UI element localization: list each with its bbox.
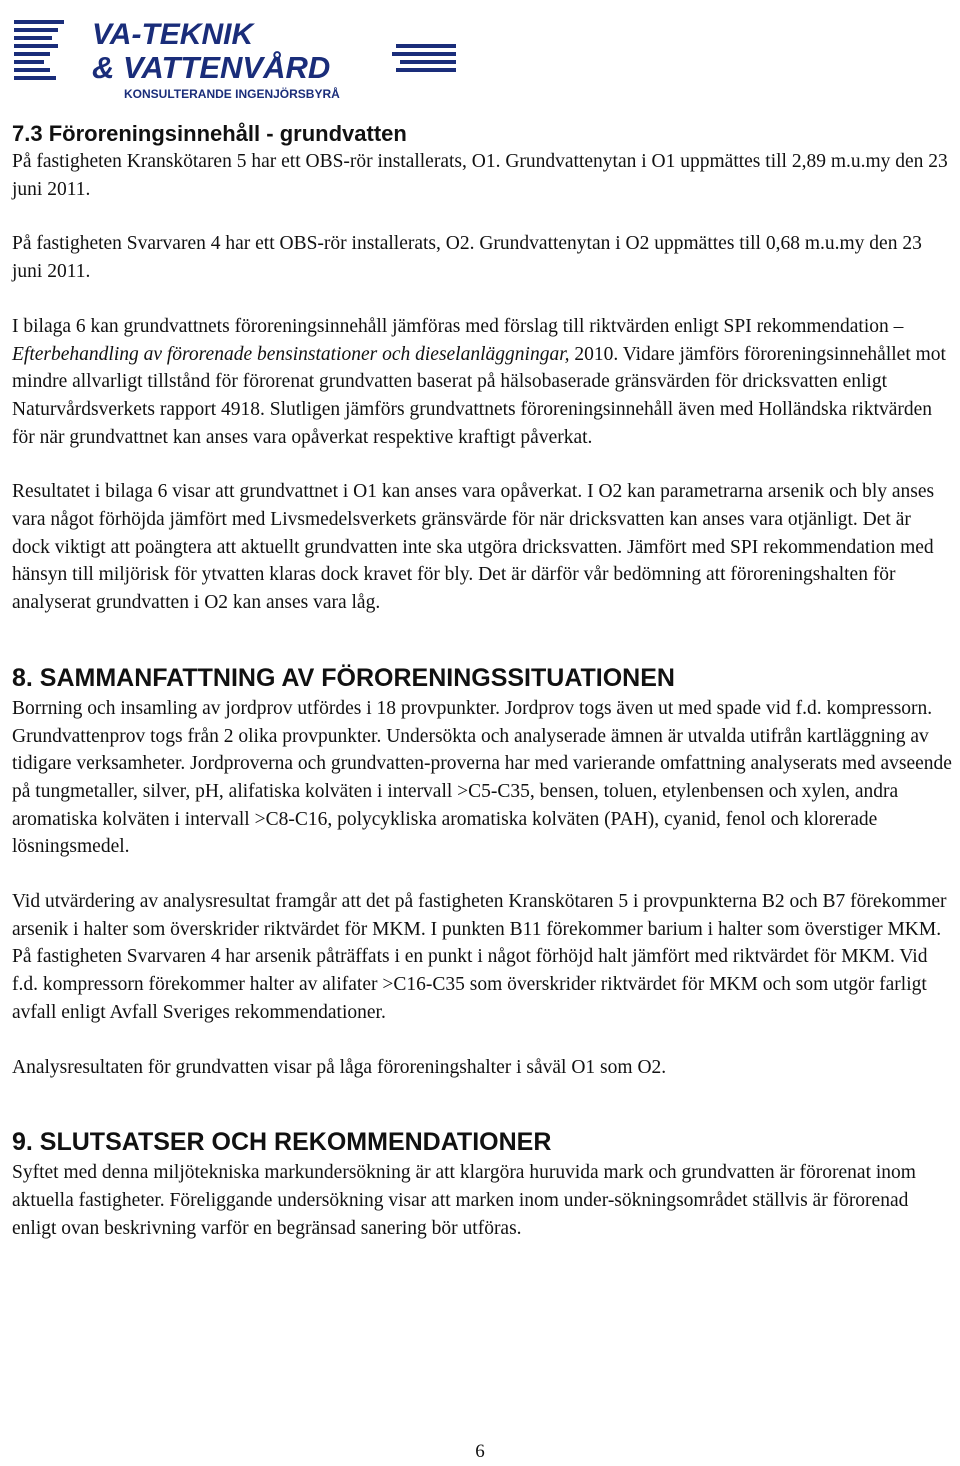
paragraph-3-text-end: 2010. Vidare jämförs föroreningsinnehållet mot mindre allvarligt tillstånd för förorenat grundvatten baserat på hälsobaserade gränsvärden för dricksvatten enligt Naturvårdsverkets rapport 4918. Slutligen jämförs grundvattnets föroreningsinnehåll även med Holländska riktvärden för när grundvattnet kan anses vara opåverkat respektive kraftigt påverkat. — [12, 343, 946, 448]
section-8-heading: 8. SAMMANFATTNING AV FÖRORENINGSSITUATIONEN — [12, 663, 675, 692]
section-8-paragraph-1: Borrning och insamling av jordprov utfördes i 18 provpunkter. Jordprov togs även ut med spade vid f.d. kompressorn. Grundvattenprov togs från 2 olika provpunkter. Undersökta och analyserade ämnen är utvalda utifrån kartläggning av tidigare verksamheter. Jordproverna och grundvatten-proverna har med varierande omfattning analyserats med avseende på tungmetaller, silver, pH, alifatiska kolväten i intervall >C5-C35, bensen, toluen, etylenbensen och xylen, andra aromatiska kolväten i intervall >C8-C16, polycykliska aromatiska kolväten (PAH), cyanid, fenol och klorerade lösningsmedel. — [12, 697, 952, 858]
section-7-3-paragraph-3 — [12, 313, 952, 452]
logo-line-2: & VATTENVÅRD — [92, 50, 331, 85]
company-logo — [12, 14, 462, 104]
logo-line-1: VA-TEKNIK — [92, 18, 254, 51]
report-title-italic: Efterbehandling av förorenade bensinstationer och dieselanläggningar, — [12, 343, 570, 365]
logo-tagline: KONSULTERANDE INGENJÖRSBYRÅ — [124, 87, 340, 101]
section-9-heading: 9. SLUTSATSER OCH REKOMMENDATIONER — [12, 1128, 552, 1157]
section-7-3-paragraph-2: På fastigheten Svarvaren 4 har ett OBS-rör installerats, O2. Grundvattenytan i O2 uppmättes till 0,68 m.u.my den 23 juni 2011. — [12, 233, 922, 283]
section-7-3-heading: 7.3 Föroreningsinnehåll - grundvatten — [12, 121, 407, 146]
section-7-3-paragraph-4: Resultatet i bilaga 6 visar att grundvattnet i O1 kan anses vara opåverkat. I O2 kan parametrarna arsenik och bly anses vara något förhöjda jämfört med Livsmedelsverkets gränsvärde för när dricksvatten kan anses vara otjänligt. Det är dock viktigt att poängtera att aktuellt grundvatten inte ska utgöra dricksvatten. Jämfört med SPI rekommendation med hänsyn till miljörisk för ytvatten klaras dock kravet för bly. Det är därför vår bedömning att föroreningshalten för analyserat grundvatten i O2 kan anses vara låg. — [12, 481, 935, 614]
section-9-paragraph-1: Syftet med denna miljötekniska markundersökning är att klargöra huruvida mark och grundvatten är förorenat inom aktuella fastigheter. Föreliggande undersökning visar att marken inom under-sökningsområdet ställvis är förorenad enligt ovan beskrivning varför en begränsad sanering bör utföras. — [12, 1162, 916, 1239]
section-8-paragraph-3: Analysresultaten för grundvatten visar på låga föroreningshalter i såväl O1 som O2. — [12, 1056, 667, 1078]
paragraph-3-text-start: I bilaga 6 kan grundvattnets föroreningsinnehåll jämföras med förslag till riktvärden enligt SPI rekommendation – — [12, 315, 904, 337]
section-7-3-paragraph-1: På fastigheten Kranskötaren 5 har ett OBS-rör installerats, O1. Grundvattenytan i O1 uppmättes till 2,89 m.u.my den 23 juni 2011. — [12, 151, 948, 200]
page-number: 6 — [475, 1441, 485, 1462]
section-8-paragraph-2: Vid utvärdering av analysresultat framgår att det på fastigheten Kranskötaren 5 i provpunkterna B2 och B7 förekommer arsenik i halter som överskrider riktvärdet för MKM. I punkten B11 förekommer barium i halter som överstiger MKM. På fastigheten Svarvaren 4 har arsenik påträffats i en punkt i något förhöjd halt jämfört med riktvärdet för MKM. Vid f.d. kompressorn förekommer halter av alifater >C16-C35 som överskrider riktvärdet för MKM och som utgör farligt avfall enligt Avfall Sveriges rekommendationer. — [12, 891, 947, 1023]
document-body — [12, 120, 952, 1242]
